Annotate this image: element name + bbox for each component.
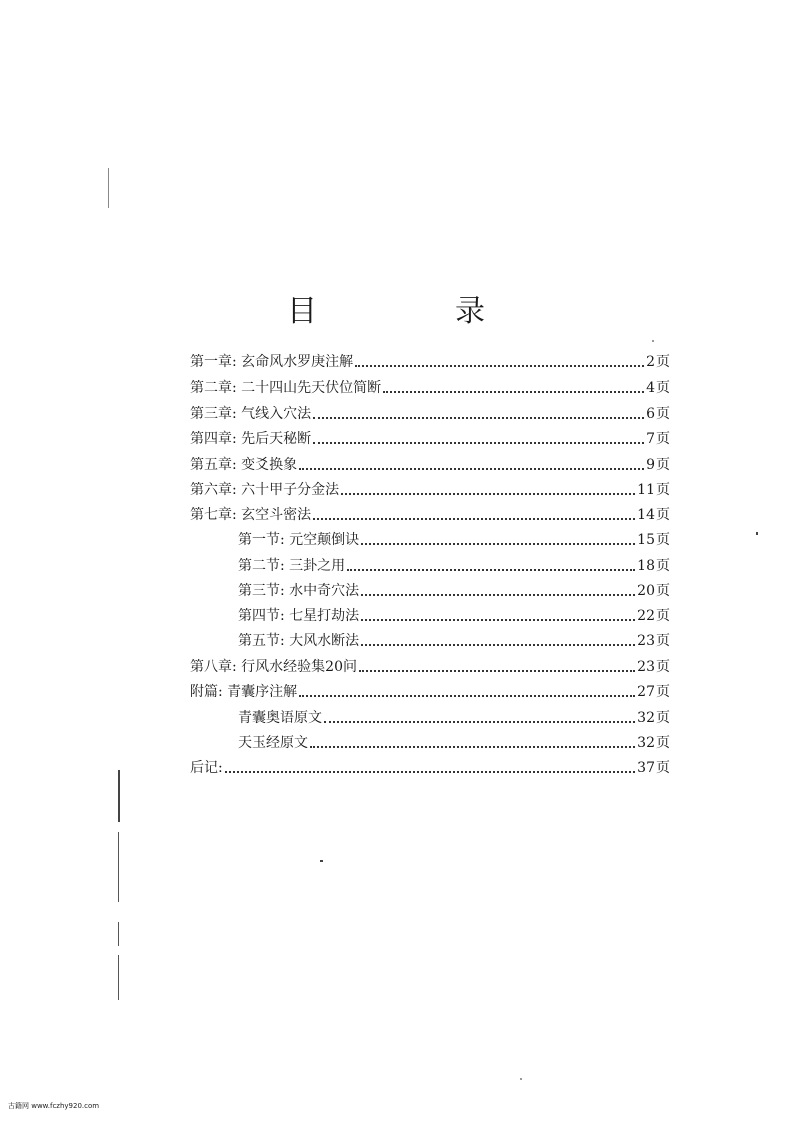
toc-entry-page: 18	[637, 558, 655, 574]
toc-entry-unit: 页	[656, 431, 670, 447]
toc-entry-unit: 页	[656, 608, 670, 624]
toc-entry-page: 37	[637, 760, 655, 776]
toc-leader-dots	[225, 757, 635, 773]
toc-entry-label: 第七章: 玄空斗密法	[190, 507, 312, 523]
toc-entry-unit: 页	[656, 760, 670, 776]
toc-entry[interactable]	[238, 708, 670, 728]
toc-entry-unit: 页	[656, 457, 670, 473]
toc-entry[interactable]	[190, 378, 670, 398]
toc-entry-label: 第六章: 六十甲子分金法	[190, 482, 340, 498]
page-title: 目 录	[287, 294, 539, 330]
toc-entry-label: 第二章: 二十四山先天伏位简断	[190, 380, 382, 396]
toc-leader-dots	[313, 428, 644, 444]
toc-entry-page: 11	[637, 482, 655, 498]
toc-entry-label: 青囊奥语原文	[238, 710, 322, 726]
toc-leader-dots	[355, 351, 644, 367]
toc-entry[interactable]	[190, 429, 670, 449]
toc-entry-page: 6	[646, 406, 655, 422]
toc-entry-page: 14	[637, 507, 655, 523]
toc-entry-label: 第四节: 七星打劫法	[238, 608, 360, 624]
toc-entry-label: 第一章: 玄命风水罗庚注解	[190, 354, 354, 370]
toc-entry-label: 后记:	[190, 760, 223, 776]
toc-entry[interactable]	[238, 631, 670, 651]
toc-entry-page: 15	[637, 532, 655, 548]
toc-entry-page: 9	[646, 457, 655, 473]
toc-entry-label: 第二节: 三卦之用	[238, 558, 346, 574]
toc-entry-label: 第八章: 行风水经验集20问	[190, 659, 357, 675]
toc-entry[interactable]	[238, 733, 670, 753]
toc-entry[interactable]	[190, 657, 670, 677]
site-watermark: 古籍网 www.fczhy920.com	[8, 1102, 100, 1110]
toc-entry-label: 附篇: 青囊序注解	[190, 684, 298, 700]
toc-entry-unit: 页	[656, 583, 670, 599]
toc-leader-dots	[359, 656, 635, 672]
toc-leader-dots	[361, 630, 635, 646]
toc-entry-label: 第一节: 元空颠倒诀	[238, 532, 360, 548]
toc-entry-page: 32	[637, 710, 655, 726]
toc-leader-dots	[341, 479, 635, 495]
toc-entry-unit: 页	[656, 659, 670, 675]
toc-entry[interactable]	[238, 606, 670, 626]
toc-entry-page: 23	[637, 659, 655, 675]
toc-entry[interactable]	[190, 505, 670, 525]
toc-entry-unit: 页	[656, 354, 670, 370]
toc-entry[interactable]	[190, 758, 670, 778]
toc-entry-unit: 页	[656, 380, 670, 396]
toc-entry-unit: 页	[656, 482, 670, 498]
toc-leader-dots	[313, 403, 644, 419]
toc-entry-unit: 页	[656, 684, 670, 700]
toc-entry-label: 第五章: 变爻换象	[190, 457, 298, 473]
toc-entry-page: 32	[637, 735, 655, 751]
toc-entry-label: 第四章: 先后天秘断	[190, 431, 312, 447]
toc-leader-dots	[361, 605, 635, 621]
toc-entry[interactable]	[190, 455, 670, 475]
toc-entry-label: 第三节: 水中奇穴法	[238, 583, 360, 599]
toc-entry[interactable]	[190, 682, 670, 702]
toc-entry-page: 22	[637, 608, 655, 624]
toc-entry-unit: 页	[656, 532, 670, 548]
toc-entry-label: 天玉经原文	[238, 735, 308, 751]
toc-leader-dots	[361, 580, 635, 596]
toc-entry-label: 第五节: 大风水断法	[238, 633, 360, 649]
toc-entry-unit: 页	[656, 710, 670, 726]
toc-leader-dots	[310, 732, 635, 748]
toc-entry-page: 4	[646, 380, 655, 396]
toc-leader-dots	[313, 504, 635, 520]
toc-entry-page: 27	[637, 684, 655, 700]
toc-entry-unit: 页	[656, 558, 670, 574]
toc-entry-unit: 页	[656, 507, 670, 523]
toc-leader-dots	[383, 377, 644, 393]
toc-entry[interactable]	[190, 352, 670, 372]
toc-entry-page: 23	[637, 633, 655, 649]
toc-entry[interactable]	[238, 530, 670, 550]
toc-entry[interactable]	[190, 480, 670, 500]
toc-entry-unit: 页	[656, 406, 670, 422]
toc-entry-unit: 页	[656, 633, 670, 649]
toc-leader-dots	[347, 555, 635, 571]
toc-entry-page: 2	[646, 354, 655, 370]
toc-entry[interactable]	[238, 581, 670, 601]
toc-leader-dots	[361, 529, 635, 545]
toc-entry[interactable]	[190, 404, 670, 424]
toc-leader-dots	[324, 707, 635, 723]
toc-entry-unit: 页	[656, 735, 670, 751]
toc-leader-dots	[299, 454, 644, 470]
toc-entry-label: 第三章: 气线入穴法	[190, 406, 312, 422]
toc-entry-page: 20	[637, 583, 655, 599]
toc-entry-page: 7	[646, 431, 655, 447]
toc-entry[interactable]	[238, 556, 670, 576]
toc-leader-dots	[299, 681, 635, 697]
